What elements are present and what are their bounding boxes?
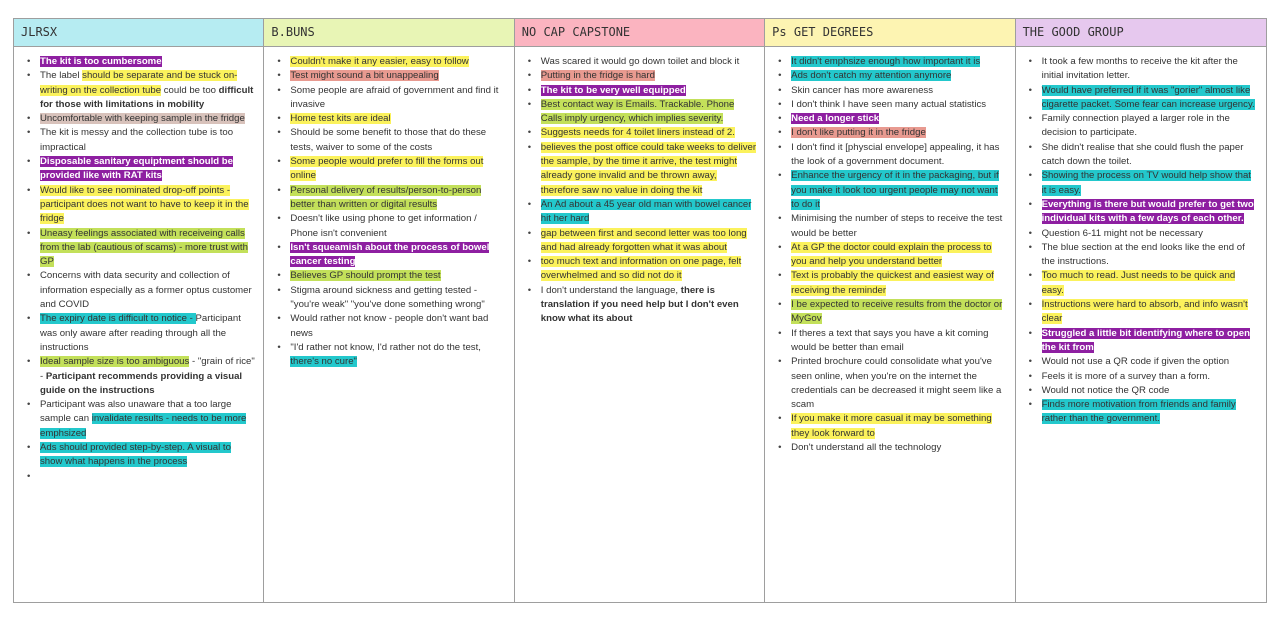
highlighted-text: Would have preferred if it was "gorier" almost like cigarette packet. Some fear can increase urgency. [1041,84,1255,110]
highlighted-text: The kit to be very well equipped [540,84,686,96]
note-item[interactable] [775,298,1006,327]
note-item[interactable] [775,412,1006,441]
note-item[interactable] [24,126,255,155]
highlighted-text: Personal delivery of results/person-to-person better than written or digital results [290,184,482,210]
note-item[interactable] [1026,269,1258,298]
feedback-board [13,18,1267,603]
column-header[interactable]: B.BUNS [264,19,513,47]
note-item[interactable] [1026,241,1258,270]
column-body [1016,47,1266,427]
highlighted-text: should be separate and be stuck on-writing on the collection tube [40,70,238,96]
note-item[interactable] [24,69,255,112]
note-item[interactable] [274,184,505,213]
note-text: Would not notice the QR code [1041,384,1170,396]
note-item[interactable] [775,169,1006,212]
highlighted-text: invalidate results - needs to be more emphsized [40,413,247,439]
note-item[interactable] [1026,84,1258,113]
note-item[interactable] [274,112,505,126]
highlighted-text: Home test kits are ideal [290,113,391,125]
note-item[interactable] [775,441,1006,455]
note-item[interactable] [775,212,1006,241]
highlighted-text: Instructions were hard to absorb, and info wasn't clear [1041,299,1248,325]
note-item[interactable] [24,398,255,441]
highlighted-text: Struggled a little bit identifying where to open the kit from [1041,327,1250,353]
note-text: I don't understand the language, [540,284,681,296]
note-item[interactable] [24,227,255,270]
note-item[interactable] [775,84,1006,98]
note-text: - "grain of rice" - [40,356,255,382]
highlighted-text: Finds more motivation from friends and family rather than the government. [1041,399,1236,425]
note-item[interactable] [24,441,255,470]
note-item[interactable] [775,327,1006,356]
note-item[interactable] [24,312,255,355]
note-text: Skin cancer has more awareness [791,84,934,96]
note-item[interactable] [775,98,1006,112]
highlighted-text: Ads should provided step-by-step. A visual to show what happens in the process [40,442,231,468]
note-text: Minimising the number of steps to receive the test would be better [791,213,1003,239]
note-list [775,55,1006,455]
note-item[interactable] [525,126,756,140]
highlighted-text: Putting in the fridge is hard [540,70,655,82]
note-text: difficult for those with limitations in mobility [40,84,254,110]
note-item[interactable] [274,312,505,341]
note-list [24,55,255,484]
note-item[interactable] [775,55,1006,69]
column-header[interactable]: THE GOOD GROUP [1016,19,1266,47]
note-item[interactable] [1026,55,1258,84]
note-item[interactable] [24,184,255,227]
highlighted-text: The kit is too cumbersome [40,56,162,67]
highlighted-text: Some people would prefer to fill the forms out online [290,156,484,182]
column-no-cap-capstone [515,19,765,602]
note-list [525,55,756,327]
note-text: Doesn't like using phone to get information / Phone isn't convenient [290,213,477,239]
highlighted-text: there's no cure" [290,356,357,368]
column-body [264,47,513,370]
note-item[interactable] [24,470,255,484]
note-item[interactable] [274,84,505,113]
highlighted-text: Ideal sample size is too ambiguous [40,356,190,368]
note-item[interactable] [1026,298,1258,327]
note-item[interactable] [525,255,756,284]
note-item[interactable] [775,126,1006,140]
note-item[interactable] [1026,370,1258,384]
note-text: Participant was only aware after reading through all the instructions [40,313,241,353]
column-header[interactable]: JLRSX [14,19,263,47]
note-list [1026,55,1258,427]
note-item[interactable] [525,69,756,83]
highlighted-text: It didn't emphsize enough how important it is [791,56,981,67]
note-item[interactable] [1026,112,1258,141]
note-text: Family connection played a larger role in the decision to participate. [1041,113,1230,139]
highlighted-text: I be expected to receive results from the doctor or MyGov [791,299,1003,325]
note-item[interactable] [525,55,756,69]
column-jlrsx [14,19,264,602]
highlighted-text: Best contact way is Emails. Trackable. Phone Calls imply urgency, which implies severity. [540,98,735,125]
note-item[interactable] [274,155,505,184]
note-text: could be too [161,84,219,96]
highlighted-text: Showing the process on TV would help show that it is easy. [1041,170,1251,196]
note-item[interactable] [1026,327,1258,356]
note-item[interactable] [24,355,255,398]
note-text: Some people are afraid of government and find it invasive [290,84,499,110]
highlighted-text: The expiry date is difficult to notice - [40,313,196,325]
note-text: Would not use a QR code if given the option [1041,356,1230,368]
note-list [274,55,505,370]
note-item[interactable] [274,212,505,241]
note-text: Would rather not know - people don't want bad news [290,313,489,339]
highlighted-text: Couldn't make it any easier, easy to follow [290,56,469,67]
highlighted-text: At a GP the doctor could explain the process to you and help you understand better [791,241,992,268]
highlighted-text: believes the post office could take weeks to deliver the sample, by the time it arrive, the test might already gone invalid and be thrown away, therefore saw no value in doing the kit [540,141,757,196]
highlighted-text: too much text and information on one page, felt overwhelmed and so did not do it [540,256,742,282]
note-item[interactable] [1026,169,1258,198]
note-text: Was scared it would go down toilet and block it [540,56,740,67]
note-item[interactable] [1026,355,1258,369]
highlighted-text: Suggests needs for 4 toilet liners instead of 2. [540,127,735,139]
note-text: If theres a text that says you have a kit coming would be better than email [791,327,989,353]
note-item[interactable] [775,69,1006,83]
note-item[interactable] [1026,384,1258,398]
note-item[interactable] [274,69,505,83]
note-item[interactable] [24,269,255,312]
note-item[interactable] [775,241,1006,270]
highlighted-text: If you make it more casual it may be something they look forward to [791,413,992,439]
note-text: The blue section at the end looks like the end of the instructions. [1041,241,1245,268]
note-item[interactable] [1026,227,1258,241]
note-item[interactable] [1026,398,1258,427]
highlighted-text: Uneasy feelings associated with receiveing calls from the lab (cautious of scams) - more trust with GP [40,227,248,268]
note-item[interactable] [274,341,505,370]
note-item[interactable] [24,112,255,126]
highlighted-text: Would like to see nominated drop-off points - participant does not want to have to keep it in the fridge [40,184,249,225]
note-text: The kit is messy and the collection tube is too impractical [40,127,234,153]
note-text: She didn't realise that she could flush the paper catch down the toilet. [1041,141,1244,168]
note-item[interactable] [775,141,1006,170]
note-text: Participant was also unaware that a too large sample can [40,399,232,425]
note-item[interactable] [1026,141,1258,170]
note-text: Question 6-11 might not be necessary [1041,227,1203,239]
note-item[interactable] [525,227,756,256]
highlighted-text: Enhance the urgency of it in the packaging, but if you make it look too urgent people may not want to do it [791,170,999,210]
note-item[interactable] [525,84,756,98]
highlighted-text: Too much to read. Just needs to be quick and easy. [1041,270,1236,296]
note-text: Concerns with data security and collection of information especially as a former optus customer and COVID [40,270,252,311]
highlighted-text: Everything is there but would prefer to get two individual kits with a few days of each other. [1041,198,1254,225]
note-item[interactable] [274,241,505,270]
highlighted-text: Disposable sanitary equiptment should be provided like with RAT kits [40,156,233,182]
note-text: It took a few months to receive the kit after the initial invitation letter. [1041,56,1238,82]
highlighted-text: Isn't squeamish about the process of bowel cancer testing [290,241,490,268]
column-header[interactable]: NO CAP CAPSTONE [515,19,764,47]
note-text: Participant recommends providing a visual guide on the instructions [40,370,243,396]
note-text: Stigma around sickness and getting tested - "you're weak" "you've done something wrong" [290,284,485,311]
highlighted-text: Ads don't catch my attention anymore [791,70,952,82]
column-body [765,47,1014,455]
note-text: I don't find it [physcial envelope] appealing, it has the look of a government document. [791,141,1000,168]
note-text: Should be some benefit to those that do these tests, waiver to some of the costs [290,127,487,153]
column-the-good-group [1016,19,1266,602]
highlighted-text: Text is probably the quickest and easiest way of receiving the reminder [791,270,994,296]
note-item[interactable] [525,141,756,198]
column-body [14,47,263,484]
note-item[interactable] [775,355,1006,412]
note-text: Printed brochure could consolidate what you've seen online, when you're on the internet the credentials can be decreased it might seem like a scam [791,356,1002,411]
note-text: The label [40,70,83,82]
note-item[interactable] [24,55,255,69]
note-text: I don't think I have seen many actual statistics [791,98,987,110]
note-text: there is translation if you need help but I don't even know what its about [540,284,739,325]
column-b-buns [264,19,514,602]
note-item[interactable] [24,155,255,184]
highlighted-text: gap between first and second letter was too long and had already forgotten what it was about [540,227,747,253]
note-item[interactable] [274,55,505,69]
highlighted-text: Test might sound a bit unappealing [290,70,439,82]
note-item[interactable] [525,98,756,127]
note-item[interactable] [525,284,756,327]
highlighted-text: An Ad about a 45 year old man with bowel cancer hit her hard [540,198,752,225]
highlighted-text: Need a longer stick [791,113,880,125]
highlighted-text: Uncomfortable with keeping sample in the fridge [40,113,245,125]
note-item[interactable] [274,284,505,313]
column-body [515,47,764,327]
note-item[interactable] [775,269,1006,298]
note-item[interactable] [775,112,1006,126]
note-text: "I'd rather not know, I'd rather not do the test, [290,341,481,353]
highlighted-text: I don't like putting it in the fridge [791,127,926,139]
note-text: Feels it is more of a survey than a form. [1041,370,1211,382]
note-item[interactable] [274,269,505,283]
highlighted-text: Believes GP should prompt the test [290,270,441,282]
note-item[interactable] [1026,198,1258,227]
note-item[interactable] [525,198,756,227]
column-ps-get-degrees [765,19,1015,602]
note-item[interactable] [274,126,505,155]
note-text: Don't understand all the technology [791,442,942,454]
column-header[interactable]: Ps GET DEGREES [765,19,1014,47]
